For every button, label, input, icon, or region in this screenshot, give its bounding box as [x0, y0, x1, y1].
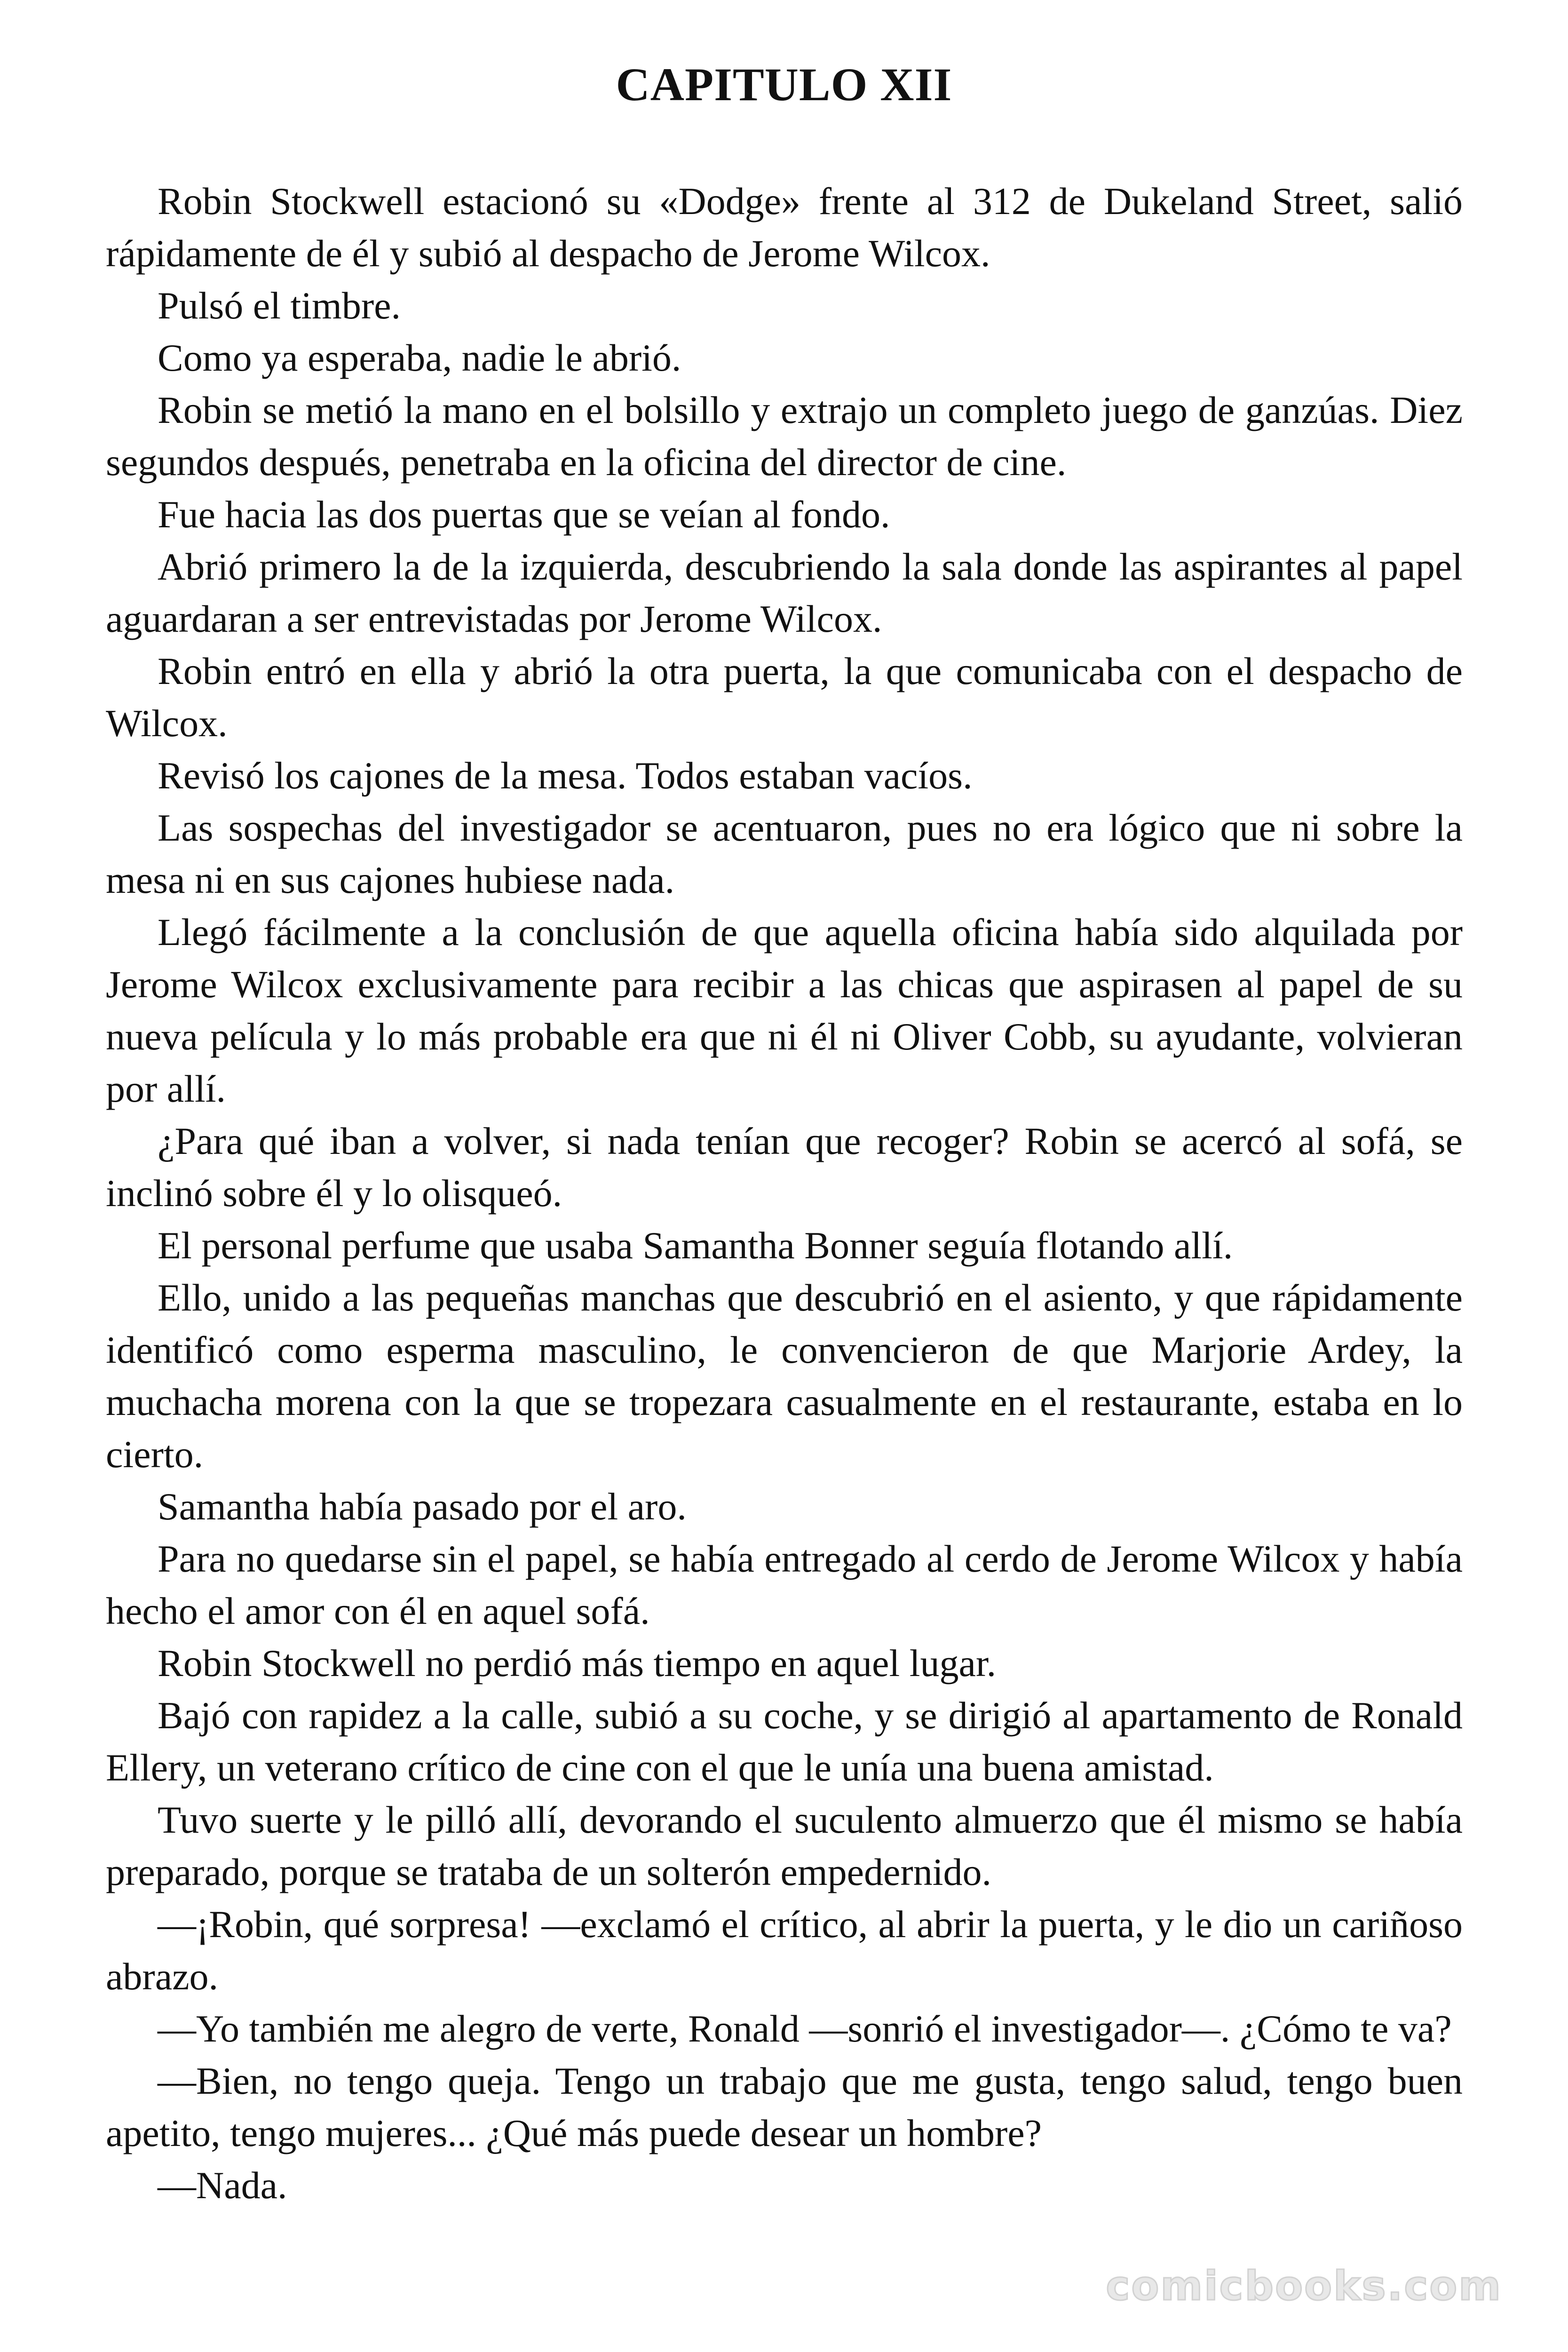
paragraph: Robin Stockwell no perdió más tiempo en aquel lugar. — [158, 1642, 997, 1685]
paragraph: ¿Para qué iban a volver, si nada tenían que recoger? Robin se acercó al sofá, se inclinó sobre él y lo olisqueó. — [106, 1120, 1463, 1215]
paragraph: —Bien, no tengo queja. Tengo un trabajo que me gusta, tengo salud, tengo buen apetito, tengo mujeres... ¿Qué más puede desear un hombre? — [106, 2059, 1463, 2154]
paragraph: El personal perfume que usaba Samantha Bonner seguía flotando allí. — [158, 1224, 1233, 1267]
chapter-title: CAPITULO XII — [616, 58, 952, 111]
watermark: comicbooks.com — [1106, 2263, 1502, 2310]
paragraph: Las sospechas del investigador se acentuaron, pues no era lógico que ni sobre la mesa ni en sus cajones hubiese nada. — [106, 806, 1463, 901]
paragraph: —Yo también me alegro de verte, Ronald —sonrió el investigador—. ¿Cómo te va? — [158, 2007, 1452, 2050]
paragraph: Abrió primero la de la izquierda, descubriendo la sala donde las aspirantes al papel aguardaran a ser entrevistadas por Jerome Wilcox. — [106, 545, 1463, 640]
paragraph: Robin se metió la mano en el bolsillo y extrajo un completo juego de ganzúas. Diez segundos después, penetraba en la oficina del director de cine. — [106, 389, 1463, 484]
paragraph: Robin Stockwell estacionó su «Dodge» frente al 312 de Dukeland Street, salió rápidamente de él y subió al despacho de Jerome Wilcox. — [106, 180, 1463, 275]
paragraph: Ello, unido a las pequeñas manchas que descubrió en el asiento, y que rápidamente identificó como esperma masculino, le convencieron de que Marjorie Ardey, la muchacha morena con la que se tropezara casualmente en el restaurante, estaba en lo cierto. — [106, 1276, 1463, 1476]
paragraph: Revisó los cajones de la mesa. Todos estaban vacíos. — [158, 754, 973, 797]
paragraph: Tuvo suerte y le pilló allí, devorando el suculento almuerzo que él mismo se había preparado, porque se trataba de un solterón empedernido. — [106, 1798, 1463, 1893]
chapter-body — [106, 175, 1463, 2211]
paragraph: Llegó fácilmente a la conclusión de que aquella oficina había sido alquilada por Jerome Wilcox exclusivamente para recibir a las chicas que aspirasen al papel de su nueva película y lo más probable era que ni él ni Oliver Cobb, su ayudante, volvieran por allí. — [106, 911, 1463, 1110]
paragraph: Samantha había pasado por el aro. — [158, 1485, 687, 1528]
paragraph: —¡Robin, qué sorpresa! —exclamó el crítico, al abrir la puerta, y le dio un cariñoso abrazo. — [106, 1903, 1463, 1998]
paragraph: —Nada. — [158, 2164, 287, 2207]
paragraph: Como ya esperaba, nadie le abrió. — [158, 336, 681, 379]
paragraph: Fue hacia las dos puertas que se veían al fondo. — [158, 493, 890, 536]
paragraph: Robin entró en ella y abrió la otra puerta, la que comunicaba con el despacho de Wilcox. — [106, 650, 1463, 745]
paragraph: Pulsó el timbre. — [158, 284, 401, 327]
paragraph: Para no quedarse sin el papel, se había entregado al cerdo de Jerome Wilcox y había hecho el amor con él en aquel sofá. — [106, 1537, 1463, 1632]
paragraph: Bajó con rapidez a la calle, subió a su coche, y se dirigió al apartamento de Ronald Ellery, un veterano crítico de cine con el que le unía una buena amistad. — [106, 1694, 1463, 1789]
